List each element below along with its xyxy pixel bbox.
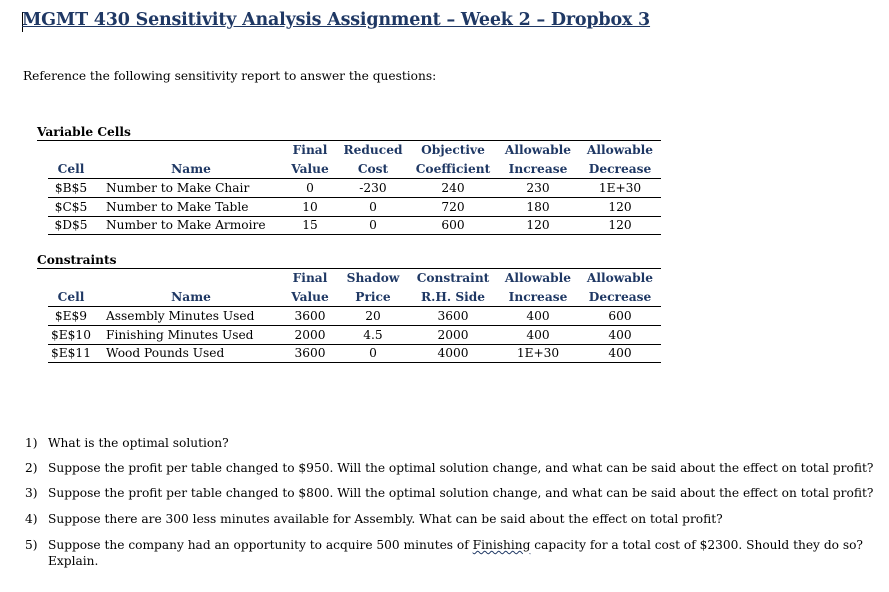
column-header-top: Reduced [343,143,403,157]
column-header-top: Constraint [416,271,490,285]
table-cell: 2000 [437,327,469,342]
table-cell: -230 [359,181,387,195]
column-header: Price [355,290,391,304]
column-header: Value [291,290,329,304]
table-cell: 10 [302,199,318,214]
column-header: Increase [508,162,568,176]
table-cell: Number to Make Table [106,199,249,214]
intro-text: Reference the following sensitivity report to answer the questions: [23,69,437,83]
column-header: Increase [508,290,568,304]
table-cell: 1E+30 [598,181,642,195]
column-header: Decrease [588,290,652,304]
table-cell: Number to Make Chair [106,181,250,195]
table-cell: 240 [441,181,465,195]
table-cell: 4.5 [363,327,383,342]
question-number: 4) [25,512,38,526]
table-cell: 600 [441,218,465,232]
column-header: Cost [357,162,389,176]
table-rule [48,234,661,235]
table-cell: $D$5 [54,218,88,232]
spellcheck-marked-word: Finishing [472,538,531,552]
table-cell: 180 [526,199,550,214]
table-rule [48,178,661,179]
table-cell: Number to Make Armoire [106,218,266,232]
column-header-top: Allowable [586,143,654,157]
table-rule [48,197,661,198]
table-cell: 20 [365,309,381,323]
question-text: Suppose there are 300 less minutes available for Assembly. What can be said about the effect on total profit? [48,512,723,526]
table-cell: $E$10 [51,327,91,342]
divider [37,140,661,141]
variable-cells-label: Variable Cells [37,125,131,139]
table-cell: 120 [526,218,550,232]
divider [37,268,661,269]
table-cell: 400 [526,309,550,323]
table-cell: 0 [369,218,377,232]
table-cell: 120 [608,199,632,214]
column-header-top: Shadow [346,271,400,285]
table-cell: 400 [608,346,632,360]
question-text-part: capacity for a total cost of $2300. Should they do so? Explain. [48,538,863,568]
table-cell: 0 [369,346,377,360]
question-number: 1) [25,436,38,450]
table-cell: 15 [302,218,318,232]
table-cell: 3600 [294,346,326,360]
question-text: What is the optimal solution? [48,436,229,450]
table-cell: 400 [608,327,632,342]
table-cell: 600 [608,309,632,323]
table-cell: 400 [526,327,550,342]
table-cell: 3600 [294,309,326,323]
page-title: MGMT 430 Sensitivity Analysis Assignment – Week 2 – Dropbox 3 [22,10,651,30]
table-rule [48,306,661,307]
column-header-top: Allowable [504,143,572,157]
column-header-top: Objective [421,143,485,157]
table-cell: 720 [441,199,465,214]
table-cell: 230 [526,181,550,195]
table-cell: Assembly Minutes Used [106,309,255,323]
question-text [48,537,888,569]
table-cell: 4000 [437,346,469,360]
column-header: Cell [57,290,85,304]
table-cell: 0 [369,199,377,214]
column-header: Value [291,162,329,176]
column-header: Coefficient [415,162,491,176]
table-cell: 1E+30 [516,346,560,360]
column-header-top: Allowable [504,271,572,285]
question-text-part: Suppose the company had an opportunity to acquire 500 minutes of [48,538,473,552]
column-header: Name [171,290,211,304]
question-number: 5) [25,538,38,552]
table-cell: $E$11 [51,346,91,360]
column-header: Name [171,162,211,176]
table-rule [48,216,661,217]
column-header: Cell [57,162,85,176]
table-cell: $E$9 [54,309,88,323]
column-header: R.H. Side [420,290,486,304]
question-number: 2) [25,461,38,475]
question-text: Suppose the profit per table changed to $800. Will the optimal solution change, and what can be said about the effect on total profit? [48,486,874,500]
column-header-top: Final [292,271,328,285]
table-rule [48,344,661,345]
question-text: Suppose the profit per table changed to $950. Will the optimal solution change, and what can be said about the effect on total profit? [48,461,874,475]
column-header-top: Allowable [586,271,654,285]
table-cell: 3600 [437,309,469,323]
column-header-top: Final [292,143,328,157]
table-rule [48,325,661,326]
table-cell: Wood Pounds Used [106,346,225,360]
table-cell: 0 [306,181,314,195]
table-cell: $B$5 [54,181,88,195]
table-cell: $C$5 [54,199,88,214]
table-cell: Finishing Minutes Used [106,327,254,342]
table-cell: 2000 [294,327,326,342]
table-cell: 120 [608,218,632,232]
question-number: 3) [25,486,38,500]
column-header: Decrease [588,162,652,176]
constraints-label: Constraints [37,253,117,267]
table-rule [48,362,661,363]
